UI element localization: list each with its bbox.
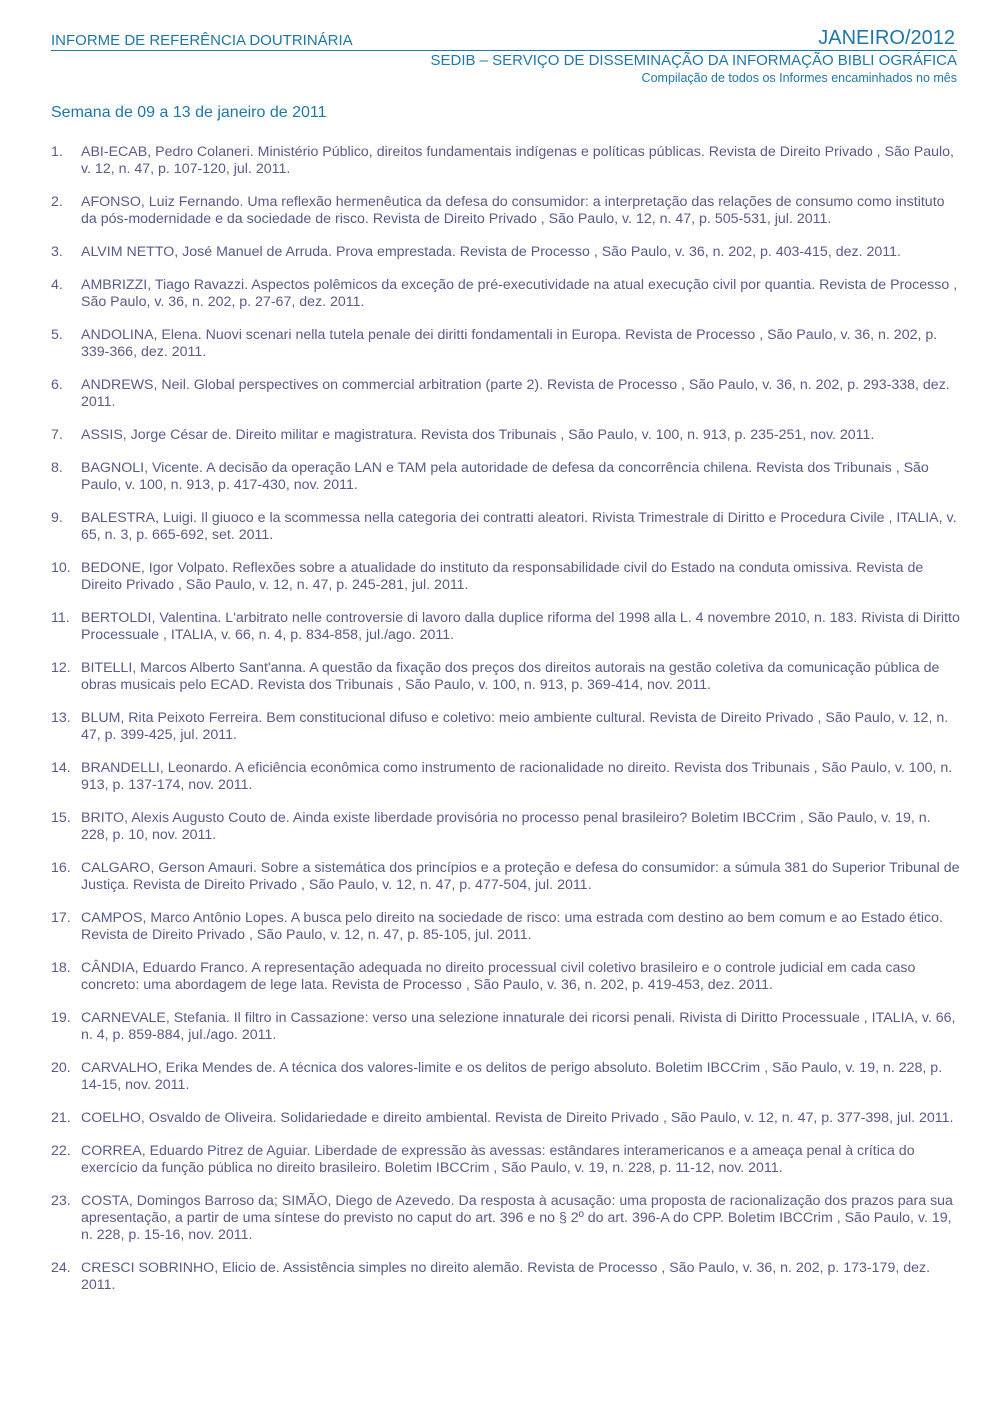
reference-number: 4. [51, 277, 63, 293]
reference-item [51, 427, 961, 444]
reference-number: 3. [51, 244, 63, 260]
reference-item [51, 960, 961, 994]
reference-number: 10. [51, 560, 71, 576]
reference-text: BERTOLDI, Valentina. L'arbitrato nelle controversie di lavoro dalla duplice riforma del 1998 alla L. 4 novembre 2010, n. 183. Rivista di Diritto Processuale , ITALIA, v. 66, n. 4, p. 834-858, jul./ago. 2011. [81, 610, 960, 643]
reference-number: 14. [51, 760, 71, 776]
reference-text: ABI-ECAB, Pedro Colaneri. Ministério Público, direitos fundamentais indígenas e políticas públicas. Revista de Direito Privado , São Paulo, v. 12, n. 47, p. 107-120, jul. 2011. [81, 144, 954, 177]
reference-item [51, 810, 961, 844]
reference-number: 23. [51, 1193, 71, 1209]
header-top-line [51, 28, 957, 51]
header-service: SEDIB – SERVIÇO DE DISSEMINAÇÃO DA INFORMAÇÃO BIBLI OGRÁFICA [430, 52, 957, 69]
reference-number: 12. [51, 660, 71, 676]
header-date: JANEIRO/2012 [818, 27, 955, 49]
reference-item [51, 760, 961, 794]
reference-text: COSTA, Domingos Barroso da; SIMÃO, Diego de Azevedo. Da resposta à acusação: uma proposta de racionalização dos prazos para sua apresentação, a partir de uma síntese do previsto no caput do art. 396 e no § 2º do art. 396-A do CPP. Boletim IBCCrim , São Paulo, v. 19, n. 228, p. 15-16, nov. 2011. [81, 1193, 953, 1243]
reference-text: CÂNDIA, Eduardo Franco. A representação adequada no direito processual civil coletivo brasileiro e o controle judicial em cada caso concreto: uma abordagem de lege lata. Revista de Processo , São Paulo, v. 36, n. 202, p. 419-453, dez. 2011. [81, 960, 916, 993]
reference-number: 8. [51, 460, 63, 476]
reference-text: CARVALHO, Erika Mendes de. A técnica dos valores-limite e os delitos de perigo absoluto. Boletim IBCCrim , São Paulo, v. 19, n. 228, p. 14-15, nov. 2011. [81, 1060, 943, 1093]
reference-item [51, 194, 961, 228]
reference-number: 17. [51, 910, 71, 926]
reference-text: BAGNOLI, Vicente. A decisão da operação LAN e TAM pela autoridade de defesa da concorrência chilena. Revista dos Tribunais , São Paulo, v. 100, n. 913, p. 417-430, nov. 2011. [81, 460, 929, 493]
reference-item [51, 1193, 961, 1244]
reference-text: CAMPOS, Marco Antônio Lopes. A busca pelo direito na sociedade de risco: uma estrada com destino ao bem comum e ao Estado ético. Revista de Direito Privado , São Paulo, v. 12, n. 47, p. 85-105, jul. 2011. [81, 910, 943, 943]
reference-item [51, 910, 961, 944]
reference-text: COELHO, Osvaldo de Oliveira. Solidariedade e direito ambiental. Revista de Direito Privado , São Paulo, v. 12, n. 47, p. 377-398, jul. 2011. [81, 1110, 954, 1126]
reference-number: 22. [51, 1143, 71, 1159]
reference-text: ANDOLINA, Elena. Nuovi scenari nella tutela penale dei diritti fondamentali in Europa. Revista de Processo , São Paulo, v. 36, n. 202, p. 339-366, dez. 2011. [81, 327, 938, 360]
reference-text: AFONSO, Luiz Fernando. Uma reflexão hermenêutica da defesa do consumidor: a interpretação das relações de consumo como instituto da pós-modernidade e da sociedade de risco. Revista de Direito Privado , São Paulo, v. 12, n. 47, p. 505-531, jul. 2011. [81, 194, 945, 227]
reference-item [51, 610, 961, 644]
reference-item [51, 377, 961, 411]
reference-text: BLUM, Rita Peixoto Ferreira. Bem constitucional difuso e coletivo: meio ambiente cultural. Revista de Direito Privado , São Paulo, v. 12, n. 47, p. 399-425, jul. 2011. [81, 710, 949, 743]
reference-text: ASSIS, Jorge César de. Direito militar e magistratura. Revista dos Tribunais , São Paulo, v. 100, n. 913, p. 235-251, nov. 2011. [81, 427, 875, 443]
reference-text: BRITO, Alexis Augusto Couto de. Ainda existe liberdade provisória no processo penal brasileiro? Boletim IBCCrim , São Paulo, v. 19, n. 228, p. 10, nov. 2011. [81, 810, 931, 843]
reference-item [51, 1010, 961, 1044]
reference-number: 6. [51, 377, 63, 393]
reference-text: BRANDELLI, Leonardo. A eficiência econômica como instrumento de racionalidade no direito. Revista dos Tribunais , São Paulo, v. 100, n. 913, p. 137-174, nov. 2011. [81, 760, 953, 793]
reference-text: ANDREWS, Neil. Global perspectives on commercial arbitration (parte 2). Revista de Processo , São Paulo, v. 36, n. 202, p. 293-338, dez. 2011. [81, 377, 950, 410]
reference-number: 7. [51, 427, 63, 443]
reference-number: 1. [51, 144, 63, 160]
reference-text: CALGARO, Gerson Amauri. Sobre a sistemática dos princípios e a proteção e defesa do consumidor: a súmula 381 do Superior Tribunal de Justiça. Revista de Direito Privado , São Paulo, v. 12, n. 47, p. 477-504, jul. 2011. [81, 860, 960, 893]
reference-item [51, 660, 961, 694]
header-subtitle: Compilação de todos os Informes encaminhados no mês [641, 71, 957, 85]
reference-item [51, 1110, 961, 1127]
reference-item [51, 710, 961, 744]
reference-item [51, 1060, 961, 1094]
week-title: Semana de 09 a 13 de janeiro de 2011 [51, 104, 327, 121]
reference-text: CARNEVALE, Stefania. Il filtro in Cassazione: verso una selezione innaturale dei ricorsi penali. Rivista di Diritto Processuale , ITALIA, v. 66, n. 4, p. 859-884, jul./ago. 2011. [81, 1010, 956, 1043]
reference-number: 20. [51, 1060, 71, 1076]
reference-number: 15. [51, 810, 71, 826]
reference-number: 16. [51, 860, 71, 876]
reference-item [51, 144, 961, 178]
reference-number: 24. [51, 1260, 71, 1276]
reference-number: 19. [51, 1010, 71, 1026]
reference-text: ALVIM NETTO, José Manuel de Arruda. Prova emprestada. Revista de Processo , São Paulo, v. 36, n. 202, p. 403-415, dez. 2011. [81, 244, 901, 260]
reference-number: 11. [51, 610, 70, 626]
reference-item [51, 277, 961, 311]
reference-item [51, 860, 961, 894]
reference-item [51, 510, 961, 544]
reference-text: BITELLI, Marcos Alberto Sant'anna. A questão da fixação dos preços dos direitos autorais na gestão coletiva da comunicação pública de obras musicais pelo ECAD. Revista dos Tribunais , São Paulo, v. 100, n. 913, p. 369-414, nov. 2011. [81, 660, 940, 693]
reference-item [51, 327, 961, 361]
reference-number: 13. [51, 710, 71, 726]
reference-text: AMBRIZZI, Tiago Ravazzi. Aspectos polêmicos da exceção de pré-executividade na atual execução civil por quantia. Revista de Processo , São Paulo, v. 36, n. 202, p. 27-67, dez. 2011. [81, 277, 958, 310]
reference-number: 21. [51, 1110, 71, 1126]
reference-text: CORREA, Eduardo Pitrez de Aguiar. Liberdade de expressão às avessas: estândares interamericanos e a ameaça penal à crítica do exercício da função pública no direito brasileiro. Boletim IBCCrim , São Paulo, v. 19, n. 228, p. 11-12, nov. 2011. [81, 1143, 915, 1176]
reference-item [51, 1260, 961, 1294]
reference-list [51, 144, 961, 1310]
reference-text: BALESTRA, Luigi. Il giuoco e la scommessa nella categoria dei contratti aleatori. Rivista Trimestrale di Diritto e Procedura Civile , ITALIA, v. 65, n. 3, p. 665-692, set. 2011. [81, 510, 957, 543]
reference-number: 9. [51, 510, 63, 526]
reference-number: 18. [51, 960, 71, 976]
reference-item [51, 1143, 961, 1177]
reference-item [51, 244, 961, 261]
reference-item [51, 560, 961, 594]
header-title: INFORME DE REFERÊNCIA DOUTRINÁRIA [51, 32, 353, 49]
reference-text: BEDONE, Igor Volpato. Reflexões sobre a atualidade do instituto da responsabilidade civil do Estado na conduta omissiva. Revista de Direito Privado , São Paulo, v. 12, n. 47, p. 245-281, jul. 2011. [81, 560, 924, 593]
reference-text: CRESCI SOBRINHO, Elicio de. Assistência simples no direito alemão. Revista de Processo , São Paulo, v. 36, n. 202, p. 173-179, dez. 2011. [81, 1260, 931, 1293]
reference-number: 2. [51, 194, 63, 210]
reference-number: 5. [51, 327, 63, 343]
reference-item [51, 460, 961, 494]
